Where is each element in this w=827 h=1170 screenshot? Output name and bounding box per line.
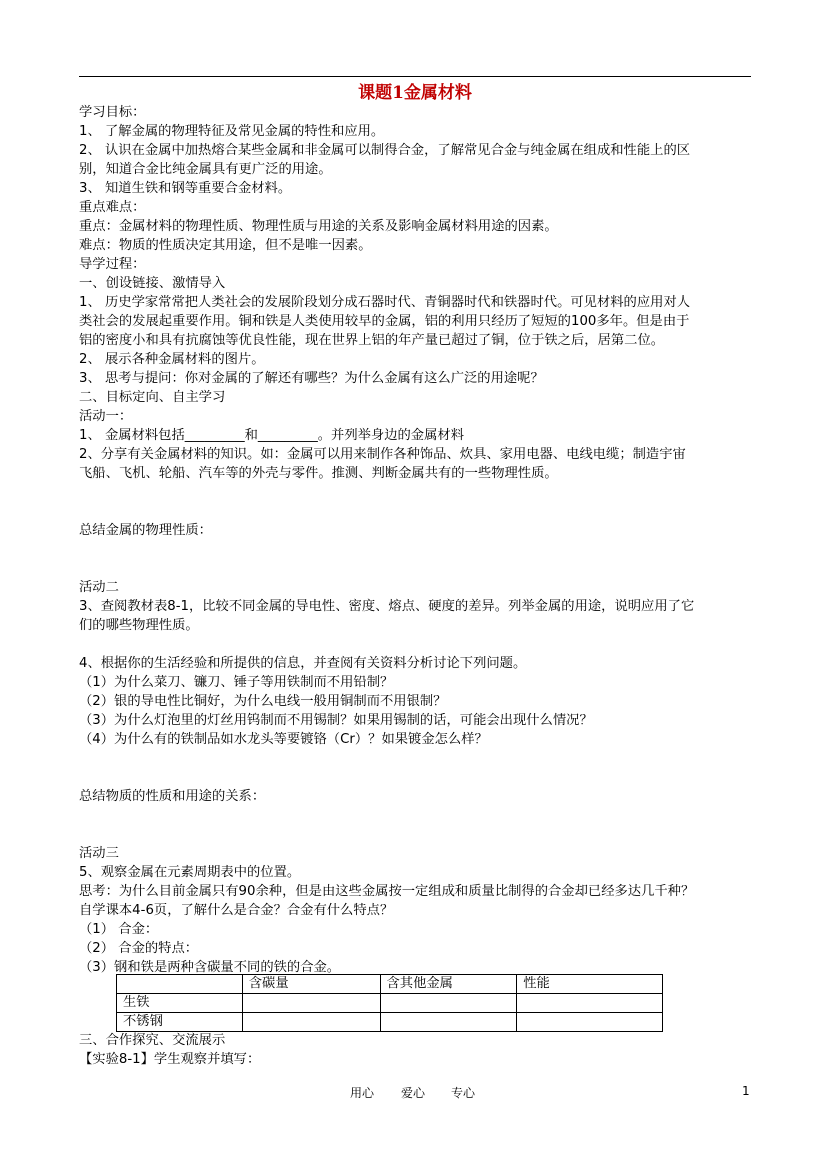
footer-right: 专心 <box>451 1086 476 1100</box>
table-header-cell: 含碳量 <box>242 975 380 994</box>
text-line: 1、 金属材料包括_________和_________。并列举身边的金属材料 <box>79 428 464 443</box>
text-line: 5、观察金属在元素周期表中的位置。 <box>79 865 301 880</box>
table-cell <box>517 1013 663 1032</box>
text-line: 铝的密度小和具有抗腐蚀等优良性能，现在世界上铝的年产量已超过了铜，位于铁之后，居第二位。 <box>79 333 665 348</box>
text-line: 们的哪些物理性质。 <box>79 618 199 633</box>
text-line: 2、 认识在金属中加热熔合某些金属和非金属可以制得合金，了解常见合金与纯金属在组成和性能上的区 <box>79 143 691 158</box>
text-line: 活动二 <box>79 580 119 595</box>
table-header-cell: 含其他金属 <box>380 975 517 994</box>
footer-middle: 爱心 <box>401 1086 426 1100</box>
table-cell <box>517 994 663 1013</box>
text-line: 二、目标定向、自主学习 <box>79 390 226 405</box>
text-line: 3、查阅教材表8-1，比较不同金属的导电性、密度、熔点、硬度的差异。列举金属的用途，说明应用了它 <box>79 599 695 614</box>
table-cell <box>380 994 517 1013</box>
text-line: 2、分享有关金属材料的知识。如：金属可以用来制作各种饰品、炊具、家用电器、电线电缆；制造宇宙 <box>79 447 686 462</box>
text-line: （1） 合金： <box>79 922 159 937</box>
text-line: （4）为什么有的铁制品如水龙头等要镀铬（Cr）？如果镀金怎么样？ <box>79 732 488 747</box>
table-cell: 不锈钢 <box>117 1013 243 1032</box>
table-cell <box>242 1013 380 1032</box>
text-line: 2、 展示各种金属材料的图片。 <box>79 352 265 367</box>
text-line: 重点难点： <box>79 200 146 215</box>
table-header-cell: 性能 <box>517 975 663 994</box>
text-line: 三、合作探究、交流展示 <box>79 1033 226 1048</box>
footer-left: 用心 <box>350 1086 375 1100</box>
text-line: 【实验8-1】学生观察并填写： <box>79 1052 261 1067</box>
page-number: 1 <box>742 1084 750 1098</box>
text-line: （1）为什么菜刀、镰刀、锤子等用铁制而不用铅制？ <box>79 675 394 690</box>
text-line: 4、根据你的生活经验和所提供的信息，并查阅有关资料分析讨论下列问题。 <box>79 656 527 671</box>
text-line: 1、 了解金属的物理特征及常见金属的特性和应用。 <box>79 124 385 139</box>
text-line: 类社会的发展起重要作用。铜和铁是人类使用较早的金属，铝的利用只经历了短短的100多年。但是由于 <box>79 314 690 329</box>
table-cell: 生铁 <box>117 994 243 1013</box>
table-cell <box>380 1013 517 1032</box>
header-rule <box>79 76 751 77</box>
table-header-row <box>117 975 663 994</box>
text-line: 飞船、飞机、轮船、汽车等的外壳与零件。推测、判断金属共有的一些物理性质。 <box>79 466 558 481</box>
text-line: 思考：为什么目前金属只有90余种，但是由这些金属按一定组成和质量比制得的合金却已经多达几千种？ <box>79 884 695 899</box>
text-line: （2）银的导电性比铜好，为什么电线一般用铜制而不用银制？ <box>79 694 447 709</box>
text-line: 总结物质的性质和用途的关系： <box>79 789 266 804</box>
text-line: 1、 历史学家常常把人类社会的发展阶段划分成石器时代、青铜器时代和铁器时代。可见材料的应用对人 <box>79 295 691 310</box>
text-line: 一、创设链接、激情导入 <box>79 276 226 291</box>
text-line: 学习目标： <box>79 105 146 120</box>
text-line: 别，知道合金比纯金属具有更广泛的用途。 <box>79 162 332 177</box>
text-line: 活动三 <box>79 846 119 861</box>
table-header-cell <box>117 975 243 994</box>
text-line: （3）钢和铁是两种含碳量不同的铁的合金。 <box>79 960 341 975</box>
text-line: 自学课本4-6页，了解什么是合金？合金有什么特点？ <box>79 903 394 918</box>
text-line: 重点：金属材料的物理性质、物理性质与用途的关系及影响金属材料用途的因素。 <box>79 219 558 234</box>
table-cell <box>242 994 380 1013</box>
table-row <box>117 1013 663 1032</box>
text-line: （2） 合金的特点： <box>79 941 199 956</box>
text-line: （3）为什么灯泡里的灯丝用钨制而不用锡制？如果用锡制的话，可能会出现什么情况？ <box>79 713 593 728</box>
text-line: 难点：物质的性质决定其用途，但不是唯一因素。 <box>79 238 372 253</box>
text-line: 导学过程： <box>79 257 146 272</box>
text-line: 活动一： <box>79 409 133 424</box>
text-line: 3、 知道生铁和钢等重要合金材料。 <box>79 181 292 196</box>
page-title: 课题1金属材料 <box>358 83 472 103</box>
text-line: 3、 思考与提问：你对金属的了解还有哪些？为什么金属有这么广泛的用途呢？ <box>79 371 544 386</box>
alloy-table <box>116 974 663 1032</box>
text-line: 总结金属的物理性质： <box>79 523 212 538</box>
table-row <box>117 994 663 1013</box>
